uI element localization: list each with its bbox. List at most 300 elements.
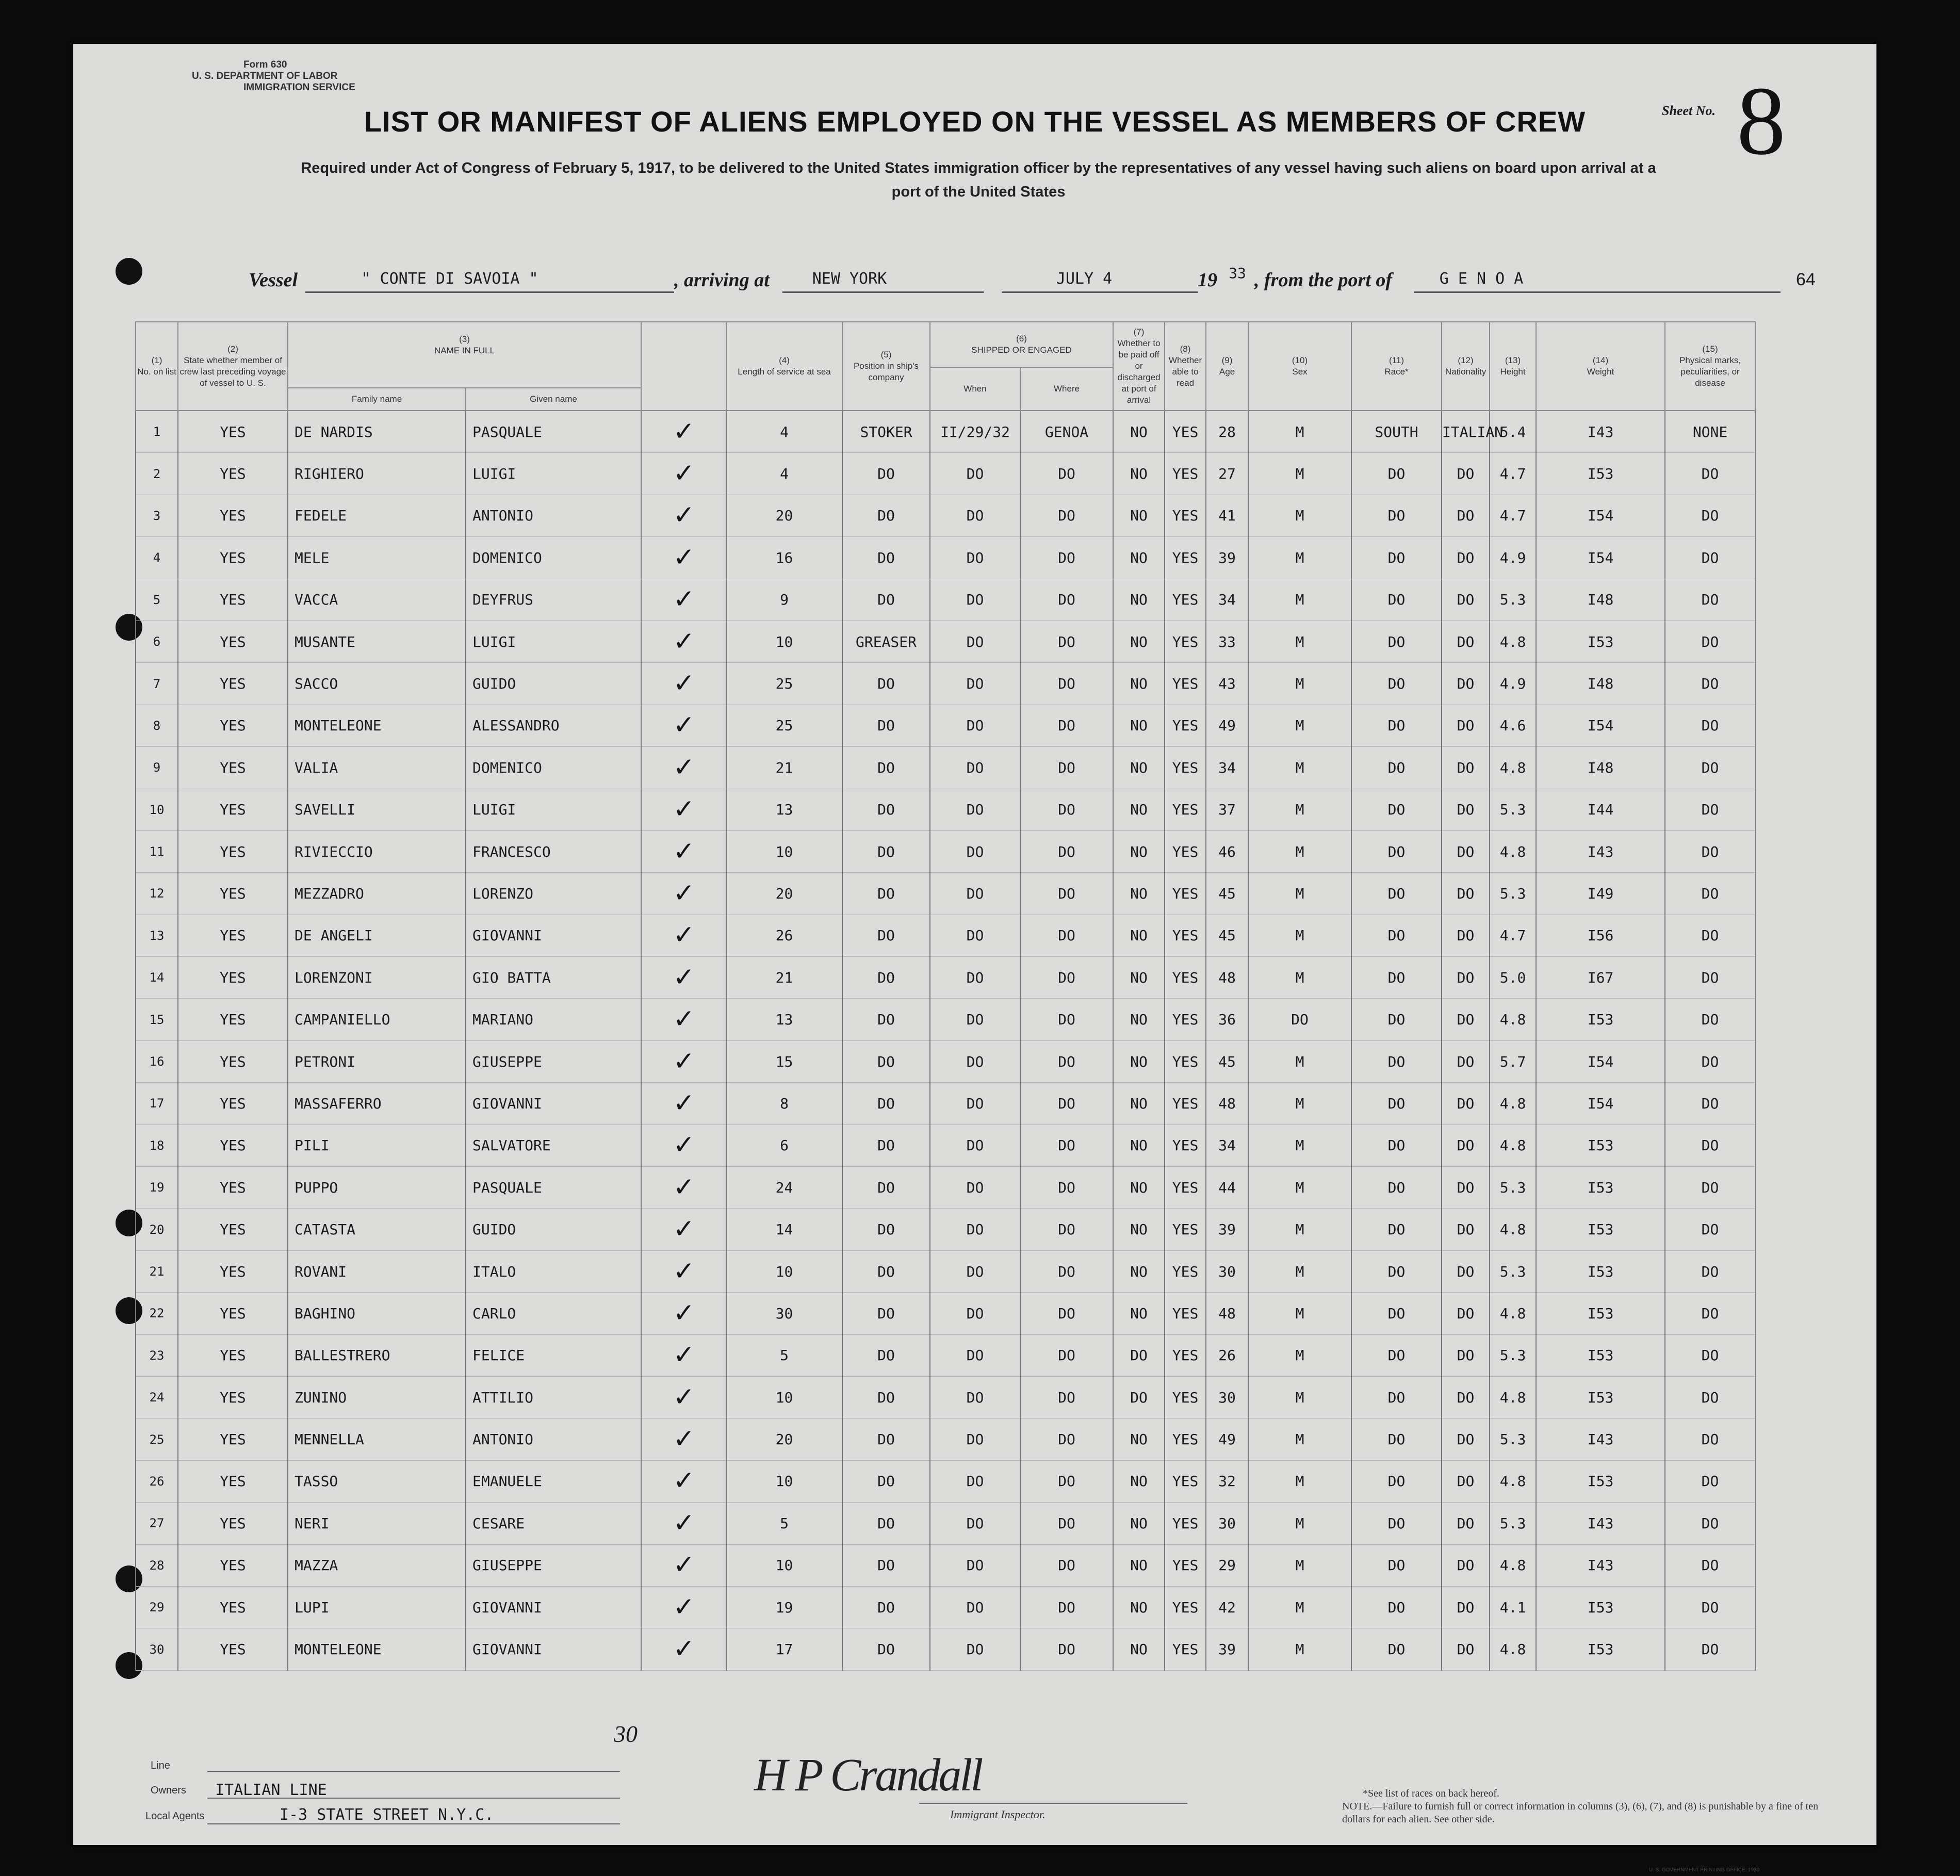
check-mark-icon: ✓: [675, 412, 693, 448]
family-name-cell: MONTELEONE: [288, 705, 466, 746]
check-mark-icon: ✓: [675, 580, 693, 616]
weight-cell: I43: [1536, 1503, 1665, 1544]
shipped-when-cell: DO: [930, 621, 1020, 662]
paid-off-cell: NO: [1113, 1209, 1165, 1250]
given-name-cell: GIUSEPPE: [466, 1544, 641, 1586]
previous-voyage-cell: YES: [178, 1124, 288, 1166]
shipped-where-cell: DO: [1020, 495, 1113, 536]
height-cell: 5.3: [1490, 1503, 1536, 1544]
row-number-cell: 28: [136, 1544, 178, 1586]
table-row: [136, 663, 1755, 705]
service-years-cell: 17: [726, 1628, 842, 1670]
previous-voyage-cell: YES: [178, 1083, 288, 1124]
row-tally: 30: [614, 1721, 638, 1747]
weight-cell: I53: [1536, 621, 1665, 662]
shipped-where-cell: DO: [1020, 453, 1113, 495]
position-cell: DO: [842, 1376, 930, 1418]
col-header-weight: (14) Weight: [1536, 322, 1665, 411]
shipped-when-cell: DO: [930, 1124, 1020, 1166]
paid-off-cell: NO: [1113, 1460, 1165, 1502]
nationality-cell: DO: [1442, 1209, 1490, 1250]
sex-cell: DO: [1248, 999, 1351, 1040]
shipped-when-cell: DO: [930, 1209, 1020, 1250]
service-years-cell: 10: [726, 830, 842, 872]
row-number-cell: 16: [136, 1040, 178, 1082]
service-years-cell: 10: [726, 1544, 842, 1586]
shipped-when-cell: DO: [930, 957, 1020, 999]
weight-cell: I53: [1536, 1586, 1665, 1628]
shipped-when-cell: DO: [930, 1376, 1020, 1418]
row-number-cell: 2: [136, 453, 178, 495]
sex-cell: M: [1248, 1167, 1351, 1209]
able-to-read-cell: YES: [1165, 1418, 1206, 1460]
checkmark-cell: [641, 621, 726, 662]
given-name-cell: CESARE: [466, 1503, 641, 1544]
height-cell: 4.8: [1490, 1376, 1536, 1418]
age-cell: 36: [1206, 999, 1248, 1040]
given-name-cell: LORENZO: [466, 873, 641, 915]
physical-marks-cell: DO: [1665, 537, 1755, 579]
family-name-cell: VALIA: [288, 747, 466, 789]
service-years-cell: 20: [726, 495, 842, 536]
family-name-cell: PETRONI: [288, 1040, 466, 1082]
nationality-cell: DO: [1442, 1040, 1490, 1082]
shipped-when-cell: DO: [930, 789, 1020, 830]
family-name-cell: MELE: [288, 537, 466, 579]
position-cell: STOKER: [842, 411, 930, 453]
previous-voyage-cell: YES: [178, 537, 288, 579]
checkmark-cell: [641, 830, 726, 872]
document-title: LIST OR MANIFEST OF ALIENS EMPLOYED ON THE VESSEL AS MEMBERS OF CREW: [364, 105, 1586, 138]
position-cell: DO: [842, 1040, 930, 1082]
nationality-cell: DO: [1442, 1167, 1490, 1209]
family-name-cell: LORENZONI: [288, 957, 466, 999]
given-name-cell: GIO BATTA: [466, 957, 641, 999]
family-name-cell: ZUNINO: [288, 1376, 466, 1418]
nationality-cell: DO: [1442, 663, 1490, 705]
previous-voyage-cell: YES: [178, 1418, 288, 1460]
height-cell: 4.8: [1490, 1083, 1536, 1124]
given-name-cell: GUIDO: [466, 1209, 641, 1250]
footnotes: [1321, 1787, 1837, 1826]
family-name-cell: RIVIECCIO: [288, 830, 466, 872]
col-header-age: (9) Age: [1206, 322, 1248, 411]
weight-cell: I48: [1536, 747, 1665, 789]
table-row: [136, 1083, 1755, 1124]
check-mark-icon: ✓: [675, 1252, 693, 1287]
check-mark-icon: ✓: [675, 454, 693, 490]
row-number-cell: 29: [136, 1586, 178, 1628]
physical-marks-cell: DO: [1665, 1460, 1755, 1502]
family-name-cell: ROVANI: [288, 1250, 466, 1292]
nationality-cell: DO: [1442, 1460, 1490, 1502]
given-name-cell: FELICE: [466, 1334, 641, 1376]
physical-marks-cell: DO: [1665, 1167, 1755, 1209]
physical-marks-cell: DO: [1665, 789, 1755, 830]
weight-cell: I53: [1536, 1334, 1665, 1376]
paid-off-cell: NO: [1113, 1628, 1165, 1670]
able-to-read-cell: YES: [1165, 705, 1206, 746]
paid-off-cell: NO: [1113, 1544, 1165, 1586]
nationality-cell: DO: [1442, 915, 1490, 956]
table-row: [136, 1250, 1755, 1292]
race-cell: DO: [1351, 621, 1442, 662]
departure-port: G E N O A: [1439, 270, 1524, 288]
col-header-position: (5) Position in ship's company: [842, 322, 930, 411]
table-row: [136, 1040, 1755, 1082]
service-years-cell: 14: [726, 1209, 842, 1250]
sex-cell: M: [1248, 1209, 1351, 1250]
check-mark-icon: ✓: [675, 1420, 693, 1456]
table-row: [136, 1544, 1755, 1586]
checkmark-cell: [641, 1460, 726, 1502]
race-cell: DO: [1351, 1083, 1442, 1124]
physical-marks-cell: DO: [1665, 747, 1755, 789]
table-row: [136, 747, 1755, 789]
crew-rows: [136, 411, 1755, 1670]
service-years-cell: 16: [726, 537, 842, 579]
height-cell: 4.8: [1490, 830, 1536, 872]
given-name-cell: GIOVANNI: [466, 1586, 641, 1628]
sex-cell: M: [1248, 663, 1351, 705]
paid-off-cell: NO: [1113, 1250, 1165, 1292]
previous-voyage-cell: YES: [178, 1628, 288, 1670]
age-cell: 48: [1206, 1083, 1248, 1124]
service-years-cell: 9: [726, 579, 842, 621]
race-cell: DO: [1351, 999, 1442, 1040]
shipped-where-cell: DO: [1020, 1503, 1113, 1544]
nationality-cell: DO: [1442, 1544, 1490, 1586]
physical-marks-cell: DO: [1665, 453, 1755, 495]
col-header-family-name: Family name: [288, 388, 466, 411]
race-cell: DO: [1351, 1209, 1442, 1250]
given-name-cell: LUIGI: [466, 453, 641, 495]
weight-cell: I67: [1536, 957, 1665, 999]
age-cell: 45: [1206, 1040, 1248, 1082]
service-years-cell: 25: [726, 705, 842, 746]
table-row: [136, 705, 1755, 746]
previous-voyage-cell: YES: [178, 1250, 288, 1292]
age-cell: 34: [1206, 747, 1248, 789]
position-cell: DO: [842, 1083, 930, 1124]
paid-off-cell: NO: [1113, 999, 1165, 1040]
vessel-name: " CONTE DI SAVOIA ": [361, 270, 538, 288]
able-to-read-cell: YES: [1165, 495, 1206, 536]
row-number-cell: 19: [136, 1167, 178, 1209]
paid-off-cell: NO: [1113, 705, 1165, 746]
shipped-where-cell: DO: [1020, 1376, 1113, 1418]
previous-voyage-cell: YES: [178, 1167, 288, 1209]
weight-cell: I54: [1536, 495, 1665, 536]
shipped-where-cell: DO: [1020, 873, 1113, 915]
physical-marks-cell: DO: [1665, 579, 1755, 621]
race-cell: DO: [1351, 663, 1442, 705]
family-name-cell: PUPPO: [288, 1167, 466, 1209]
family-name-cell: MONTELEONE: [288, 1628, 466, 1670]
able-to-read-cell: YES: [1165, 537, 1206, 579]
service-years-cell: 5: [726, 1503, 842, 1544]
able-to-read-cell: YES: [1165, 830, 1206, 872]
race-cell: DO: [1351, 537, 1442, 579]
shipped-where-cell: DO: [1020, 1040, 1113, 1082]
position-cell: DO: [842, 1124, 930, 1166]
position-cell: DO: [842, 579, 930, 621]
check-mark-icon: ✓: [675, 664, 693, 700]
row-number-cell: 15: [136, 999, 178, 1040]
row-number-cell: 25: [136, 1418, 178, 1460]
height-cell: 4.7: [1490, 915, 1536, 956]
nationality-cell: DO: [1442, 579, 1490, 621]
penalty-note: NOTE.—Failure to furnish full or correct information in columns (3), (6), (7), and (8) is punishable by a fine of ten dollars for each alien. See other side.: [1342, 1801, 1819, 1825]
col-header-shipped: (6) SHIPPED OR ENGAGED: [930, 322, 1113, 367]
table-row: [136, 1586, 1755, 1628]
shipped-when-cell: DO: [930, 1040, 1020, 1082]
table-row: [136, 1418, 1755, 1460]
race-cell: DO: [1351, 915, 1442, 956]
service-years-cell: 21: [726, 957, 842, 999]
previous-voyage-cell: YES: [178, 1334, 288, 1376]
paid-off-cell: NO: [1113, 621, 1165, 662]
shipped-where-cell: DO: [1020, 1124, 1113, 1166]
nationality-cell: DO: [1442, 830, 1490, 872]
nationality-cell: DO: [1442, 1628, 1490, 1670]
height-cell: 5.3: [1490, 1167, 1536, 1209]
checkmark-cell: [641, 1334, 726, 1376]
paid-off-cell: NO: [1113, 1586, 1165, 1628]
previous-voyage-cell: YES: [178, 830, 288, 872]
height-cell: 4.7: [1490, 453, 1536, 495]
race-cell: DO: [1351, 1293, 1442, 1334]
checkmark-cell: [641, 999, 726, 1040]
sheet-number: 8: [1737, 67, 1786, 175]
shipped-where-cell: DO: [1020, 747, 1113, 789]
able-to-read-cell: YES: [1165, 663, 1206, 705]
nationality-cell: DO: [1442, 1124, 1490, 1166]
sex-cell: M: [1248, 1586, 1351, 1628]
sex-cell: M: [1248, 747, 1351, 789]
row-number-cell: 7: [136, 663, 178, 705]
checkmark-cell: [641, 1124, 726, 1166]
previous-voyage-cell: YES: [178, 1544, 288, 1586]
given-name-cell: ITALO: [466, 1250, 641, 1292]
height-cell: 5.0: [1490, 957, 1536, 999]
weight-cell: I54: [1536, 705, 1665, 746]
checkmark-cell: [641, 411, 726, 453]
paid-off-cell: NO: [1113, 747, 1165, 789]
age-cell: 48: [1206, 1293, 1248, 1334]
table-row: [136, 1124, 1755, 1166]
shipped-where-cell: DO: [1020, 1460, 1113, 1502]
position-cell: GREASER: [842, 621, 930, 662]
able-to-read-cell: YES: [1165, 1628, 1206, 1670]
table-row: [136, 1167, 1755, 1209]
shipped-when-cell: DO: [930, 873, 1020, 915]
age-cell: 49: [1206, 705, 1248, 746]
race-cell: DO: [1351, 747, 1442, 789]
check-mark-icon: ✓: [675, 958, 693, 993]
position-cell: DO: [842, 789, 930, 830]
shipped-where-cell: DO: [1020, 621, 1113, 662]
shipped-when-cell: DO: [930, 1460, 1020, 1502]
weight-cell: I54: [1536, 537, 1665, 579]
race-cell: DO: [1351, 1628, 1442, 1670]
family-name-cell: MAZZA: [288, 1544, 466, 1586]
shipped-where-cell: DO: [1020, 663, 1113, 705]
age-cell: 44: [1206, 1167, 1248, 1209]
physical-marks-cell: DO: [1665, 1083, 1755, 1124]
position-cell: DO: [842, 453, 930, 495]
height-cell: 5.3: [1490, 1250, 1536, 1292]
previous-voyage-cell: YES: [178, 1586, 288, 1628]
position-cell: DO: [842, 1544, 930, 1586]
previous-voyage-cell: YES: [178, 495, 288, 536]
service-years-cell: 13: [726, 789, 842, 830]
shipped-when-cell: DO: [930, 1628, 1020, 1670]
age-cell: 30: [1206, 1503, 1248, 1544]
checkmark-cell: [641, 1209, 726, 1250]
checkmark-cell: [641, 1586, 726, 1628]
position-cell: DO: [842, 999, 930, 1040]
col-header-physical-marks: (15) Physical marks, peculiarities, or disease: [1665, 322, 1755, 411]
table-row: [136, 915, 1755, 956]
row-number-cell: 18: [136, 1124, 178, 1166]
nationality-cell: DO: [1442, 705, 1490, 746]
able-to-read-cell: YES: [1165, 747, 1206, 789]
family-name-cell: FEDELE: [288, 495, 466, 536]
paid-off-cell: NO: [1113, 1083, 1165, 1124]
sex-cell: M: [1248, 1460, 1351, 1502]
weight-cell: I53: [1536, 1250, 1665, 1292]
previous-voyage-cell: YES: [178, 663, 288, 705]
service-years-cell: 6: [726, 1124, 842, 1166]
check-mark-icon: ✓: [675, 496, 693, 532]
able-to-read-cell: YES: [1165, 1167, 1206, 1209]
given-name-cell: DEYFRUS: [466, 579, 641, 621]
family-name-cell: CAMPANIELLO: [288, 999, 466, 1040]
height-cell: 4.8: [1490, 1124, 1536, 1166]
race-cell: DO: [1351, 495, 1442, 536]
sex-cell: M: [1248, 789, 1351, 830]
physical-marks-cell: DO: [1665, 957, 1755, 999]
check-mark-icon: ✓: [675, 1588, 693, 1623]
height-cell: 4.8: [1490, 621, 1536, 662]
age-cell: 26: [1206, 1334, 1248, 1376]
age-cell: 39: [1206, 537, 1248, 579]
sex-cell: M: [1248, 1083, 1351, 1124]
service-line: IMMIGRATION SERVICE: [243, 82, 355, 93]
shipped-when-cell: DO: [930, 1293, 1020, 1334]
paid-off-cell: NO: [1113, 915, 1165, 956]
family-name-cell: DE NARDIS: [288, 411, 466, 453]
height-cell: 5.4: [1490, 411, 1536, 453]
able-to-read-cell: YES: [1165, 579, 1206, 621]
paid-off-cell: NO: [1113, 537, 1165, 579]
physical-marks-cell: DO: [1665, 915, 1755, 956]
weight-cell: I54: [1536, 1083, 1665, 1124]
height-cell: 4.1: [1490, 1586, 1536, 1628]
previous-voyage-cell: YES: [178, 1040, 288, 1082]
check-mark-icon: ✓: [675, 1504, 693, 1539]
checkmark-cell: [641, 1293, 726, 1334]
sex-cell: M: [1248, 579, 1351, 621]
nationality-cell: DO: [1442, 1418, 1490, 1460]
shipped-when-cell: DO: [930, 1167, 1020, 1209]
given-name-cell: EMANUELE: [466, 1460, 641, 1502]
nationality-cell: DO: [1442, 873, 1490, 915]
check-mark-icon: ✓: [675, 748, 693, 784]
sex-cell: M: [1248, 495, 1351, 536]
service-years-cell: 15: [726, 1040, 842, 1082]
shipped-where-cell: DO: [1020, 1586, 1113, 1628]
shipped-where-cell: DO: [1020, 1544, 1113, 1586]
position-cell: DO: [842, 1628, 930, 1670]
manifest-sheet: [73, 44, 1876, 1873]
arriving-label: , arriving at: [674, 269, 770, 291]
height-cell: 4.8: [1490, 1209, 1536, 1250]
race-cell: SOUTH: [1351, 411, 1442, 453]
physical-marks-cell: DO: [1665, 999, 1755, 1040]
checkmark-cell: [641, 1544, 726, 1586]
race-cell: DO: [1351, 957, 1442, 999]
sex-cell: M: [1248, 537, 1351, 579]
shipped-when-cell: DO: [930, 1503, 1020, 1544]
age-cell: 48: [1206, 957, 1248, 999]
row-number-cell: 24: [136, 1376, 178, 1418]
able-to-read-cell: YES: [1165, 873, 1206, 915]
nationality-cell: DO: [1442, 957, 1490, 999]
col-header-number: (1) No. on list: [136, 322, 178, 411]
shipped-when-cell: DO: [930, 915, 1020, 956]
row-number-cell: 13: [136, 915, 178, 956]
service-years-cell: 24: [726, 1167, 842, 1209]
age-cell: 30: [1206, 1250, 1248, 1292]
age-cell: 32: [1206, 1460, 1248, 1502]
family-name-cell: PILI: [288, 1124, 466, 1166]
age-cell: 41: [1206, 495, 1248, 536]
sex-cell: M: [1248, 1544, 1351, 1586]
nationality-cell: DO: [1442, 789, 1490, 830]
col-header-read: (8) Whether able to read: [1165, 322, 1206, 411]
weight-cell: I53: [1536, 999, 1665, 1040]
family-name-cell: LUPI: [288, 1586, 466, 1628]
able-to-read-cell: YES: [1165, 411, 1206, 453]
weight-cell: I53: [1536, 1124, 1665, 1166]
height-cell: 4.8: [1490, 1293, 1536, 1334]
family-name-cell: MUSANTE: [288, 621, 466, 662]
previous-voyage-cell: YES: [178, 705, 288, 746]
paid-off-cell: DO: [1113, 1334, 1165, 1376]
weight-cell: I48: [1536, 663, 1665, 705]
weight-cell: I43: [1536, 1544, 1665, 1586]
sex-cell: M: [1248, 705, 1351, 746]
sex-cell: M: [1248, 1040, 1351, 1082]
given-name-cell: GIOVANNI: [466, 1083, 641, 1124]
given-name-cell: SALVATORE: [466, 1124, 641, 1166]
age-cell: 29: [1206, 1544, 1248, 1586]
service-years-cell: 21: [726, 747, 842, 789]
checkmark-cell: [641, 537, 726, 579]
age-cell: 39: [1206, 1628, 1248, 1670]
service-years-cell: 4: [726, 453, 842, 495]
position-cell: DO: [842, 957, 930, 999]
check-mark-icon: ✓: [675, 1000, 693, 1036]
row-number-cell: 5: [136, 579, 178, 621]
checkmark-cell: [641, 957, 726, 999]
age-cell: 34: [1206, 1124, 1248, 1166]
age-cell: 46: [1206, 830, 1248, 872]
checkmark-cell: [641, 1503, 726, 1544]
table-row: [136, 957, 1755, 999]
